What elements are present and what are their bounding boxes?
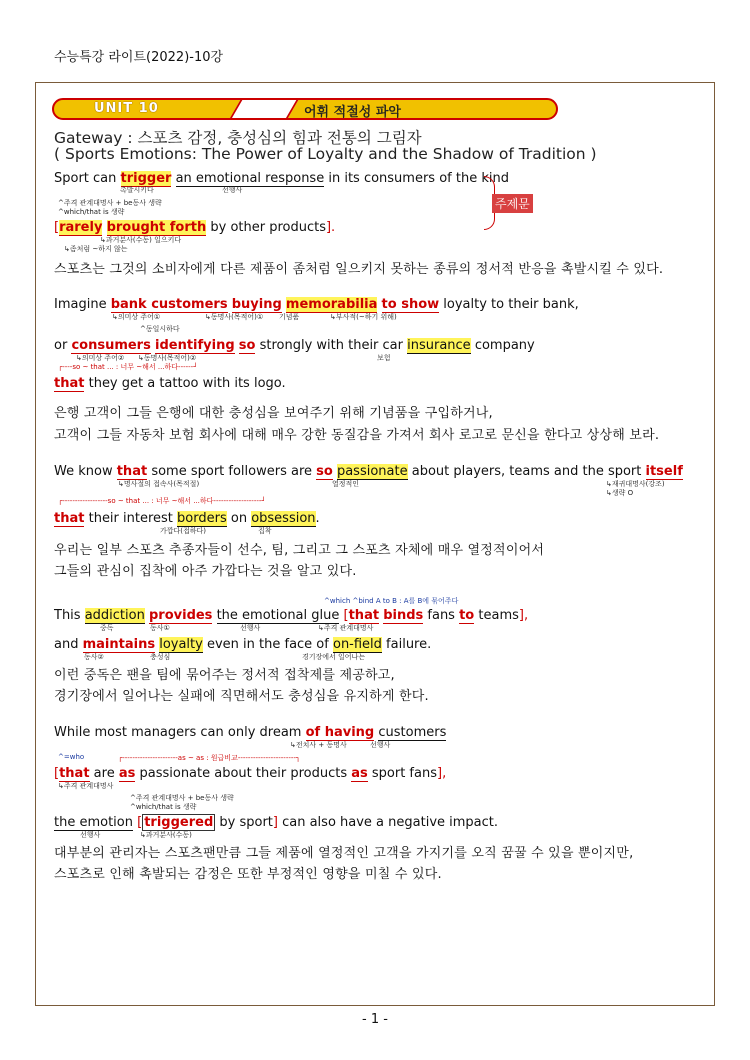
p2-line3 bbox=[54, 376, 286, 391]
note: 동사① bbox=[150, 624, 170, 632]
vocab-trigger: trigger bbox=[120, 171, 172, 186]
note: 중독 bbox=[100, 624, 114, 632]
reflexive-itself: itself bbox=[645, 464, 683, 479]
text: about players, teams and the sport bbox=[407, 464, 646, 479]
p5-line1 bbox=[54, 725, 446, 740]
p2-korean-2: 고객이 그들 자동차 보험 회사에 대해 매우 강한 동질감을 가져서 회사 로고로 문신을 한다고 상상해 보라. bbox=[54, 428, 660, 443]
prep-gerund: of having bbox=[305, 725, 375, 740]
as-word: as bbox=[118, 766, 136, 781]
text: sport fans bbox=[367, 766, 437, 781]
that-word: that bbox=[116, 464, 148, 479]
p1-korean: 스포츠는 그것의 소비자에게 다른 제품이 좀처럼 일으키지 못하는 종류의 정서적 반응을 촉발시킬 수 있다. bbox=[54, 262, 664, 277]
prep-to: to bbox=[459, 608, 475, 623]
page-number: - 1 - bbox=[362, 1012, 388, 1027]
text: or bbox=[54, 338, 72, 353]
text: failure. bbox=[381, 637, 432, 652]
note: ↳동명사(목적어)② bbox=[138, 354, 197, 362]
banner-separator bbox=[226, 98, 299, 120]
p5-line3 bbox=[54, 815, 498, 830]
text: Sport can bbox=[54, 171, 121, 186]
note: ↳부사적(~하기 위해) bbox=[330, 313, 397, 321]
relative-that: that bbox=[348, 608, 380, 623]
so-that-note: ┌----so ~ that ... : 너무 ~해서 ...하다------┘ bbox=[58, 363, 198, 371]
vocab-brought-forth: brought forth bbox=[106, 220, 207, 235]
note: 선행사 bbox=[240, 624, 261, 632]
text: While most managers can only dream bbox=[54, 725, 306, 740]
text: on bbox=[226, 511, 252, 526]
p2-korean-1: 은행 고객이 그들 은행에 대한 충성심을 보여주기 위해 기념품을 구입하거나, bbox=[54, 406, 493, 421]
note: ^which ^bind A to B : A를 B에 묶어주다 bbox=[324, 597, 459, 605]
text: they get a tattoo with its logo. bbox=[84, 376, 286, 391]
gateway-title: Gateway : 스포츠 감정, 충성심의 힘과 전통의 그림자 bbox=[54, 129, 422, 147]
topic-sentence-tag: 주제문 bbox=[492, 194, 533, 213]
note: 촉발시키다 bbox=[120, 186, 154, 194]
subject-2: consumers bbox=[71, 338, 151, 353]
so-that-note: ┌------------------so ~ that ... : 너무 ~해서 ...하다-------------------┘ bbox=[58, 497, 266, 505]
text: passionate about their products bbox=[135, 766, 352, 781]
unit-banner bbox=[52, 98, 558, 120]
to-infinitive: to show bbox=[381, 297, 440, 312]
bracket: [ bbox=[137, 815, 143, 830]
text: teams bbox=[474, 608, 519, 623]
p4-line2 bbox=[54, 637, 431, 652]
bracket: ], bbox=[518, 608, 529, 623]
bracket: [ bbox=[54, 766, 60, 781]
note: 가깝다(접하다) bbox=[160, 527, 207, 535]
gateway-subtitle: ( Sports Emotions: The Power of Loyalty and the Shadow of Tradition ) bbox=[54, 145, 597, 163]
participle-triggered: triggered bbox=[144, 815, 214, 830]
text: by other products bbox=[206, 220, 326, 235]
note: 충성심 bbox=[150, 653, 171, 661]
vocab-insurance: insurance bbox=[407, 338, 471, 353]
so-word: so bbox=[316, 464, 333, 479]
so-word: so bbox=[238, 338, 256, 353]
gerund-1: buying bbox=[231, 297, 282, 312]
note: ↳좀처럼 ~하지 않는 bbox=[64, 245, 128, 253]
p4-line1 bbox=[54, 608, 528, 623]
text: their interest bbox=[84, 511, 178, 526]
note: ^동일시하다 bbox=[140, 325, 180, 333]
verb-binds: binds bbox=[383, 608, 424, 623]
text: We know bbox=[54, 464, 117, 479]
text bbox=[171, 171, 175, 186]
verb-1: provides bbox=[148, 608, 213, 623]
subject-1: bank customers bbox=[110, 297, 228, 312]
note: 집착 bbox=[258, 527, 272, 535]
text: even in the face of bbox=[202, 637, 333, 652]
p5-korean-2: 스포츠로 인해 촉발되는 감정은 또한 부정적인 영향을 미칠 수 있다. bbox=[54, 867, 442, 882]
note: 경기장에서 일어나는 bbox=[302, 653, 366, 661]
p4-korean-2: 경기장에서 일어나는 실패에 직면해서도 충성심을 유지하게 한다. bbox=[54, 689, 429, 704]
text: in its consumers of the kind bbox=[324, 171, 509, 186]
vocab-on-field: on-field bbox=[332, 637, 382, 652]
note: ↳의미상 주어① bbox=[112, 313, 161, 321]
that-word: that bbox=[54, 376, 85, 391]
bracket: [ bbox=[343, 608, 349, 623]
vocab-passionate: passionate bbox=[336, 464, 408, 479]
note: ↳과거분사(수동) 일으키다 bbox=[100, 236, 182, 244]
relative-that: that bbox=[59, 766, 90, 781]
text: strongly with their car bbox=[255, 338, 408, 353]
antecedent: an emotional response bbox=[175, 171, 325, 186]
note: ↳과거분사(수동) bbox=[140, 831, 192, 839]
bracket: ], bbox=[437, 766, 447, 781]
text: by sport bbox=[215, 815, 273, 830]
p5-korean-1: 대부분의 관리자는 스포츠팬만큼 그들 제품에 열정적인 고객을 가지기를 오직 꿈꿀 수 있을 뿐이지만, bbox=[54, 846, 634, 861]
page-header: 수능특강 라이트(2022)-10강 bbox=[54, 50, 224, 65]
antecedent: the emotion bbox=[54, 815, 133, 830]
vocab-obsession: obsession bbox=[251, 511, 316, 526]
text: fans bbox=[423, 608, 460, 623]
text: can also have a negative impact. bbox=[277, 815, 499, 830]
vocab-addiction: addiction bbox=[84, 608, 145, 623]
text: This bbox=[54, 608, 85, 623]
vocab-rarely: rarely bbox=[59, 220, 103, 235]
text: company bbox=[470, 338, 535, 353]
text bbox=[377, 297, 381, 312]
topic-label: 어휘 적절성 파악 bbox=[304, 105, 401, 120]
p2-line2 bbox=[54, 338, 535, 353]
note: 선행사 bbox=[370, 741, 391, 749]
text bbox=[212, 608, 216, 623]
note: 기념품 bbox=[279, 313, 300, 321]
note: ↳재귀대명사(강조) bbox=[606, 480, 665, 488]
bracket: ] bbox=[272, 815, 278, 830]
note: ^주격 관계대명사 + be동사 생략 bbox=[130, 794, 234, 802]
note: ↳동명사(목적어)① bbox=[205, 313, 264, 321]
p3-line2 bbox=[54, 511, 320, 526]
p4-korean-1: 이런 중독은 팬을 팀에 묶어주는 정서적 접착제를 제공하고, bbox=[54, 668, 395, 683]
text: are bbox=[89, 766, 119, 781]
note: ↳주격 관계대명사 bbox=[318, 624, 374, 632]
text: and bbox=[54, 637, 83, 652]
text: Imagine bbox=[54, 297, 111, 312]
note: ^주격 관계대명사 + be동사 생략 bbox=[58, 199, 162, 207]
note: ^which/that is 생략 bbox=[58, 208, 125, 216]
note: 선행사 bbox=[222, 186, 243, 194]
note: 선행사 bbox=[80, 831, 101, 839]
vocab-memorabilia: memorabilia bbox=[285, 297, 378, 312]
note: ↳의미상 주어② bbox=[76, 354, 125, 362]
vocab-borders: borders bbox=[177, 511, 227, 526]
note: 보험 bbox=[377, 354, 391, 362]
p2-line1 bbox=[54, 297, 579, 312]
note: ↳전치사 + 동명사 bbox=[290, 741, 347, 749]
as-as-note: ┌----------------------as ~ as : 원급비교-----------------------┐ bbox=[118, 754, 301, 762]
p3-korean-1: 우리는 일부 스포츠 추종자들이 선수, 팀, 그리고 그 스포츠 자체에 매우 열정적이어서 bbox=[54, 543, 545, 558]
text: loyalty to their bank, bbox=[439, 297, 579, 312]
text: . bbox=[315, 511, 320, 526]
bracket: ]. bbox=[325, 220, 336, 235]
text: some sport followers are bbox=[147, 464, 317, 479]
note: 동사② bbox=[84, 653, 104, 661]
note: ^=who bbox=[58, 753, 85, 761]
note: ↳생략 O bbox=[606, 489, 634, 497]
vocab-loyalty: loyalty bbox=[159, 637, 203, 652]
text bbox=[102, 220, 106, 235]
p5-line2 bbox=[54, 766, 446, 781]
bracket: [ bbox=[54, 220, 60, 235]
p1-line2 bbox=[54, 220, 335, 235]
note: ↳주격 관계대명사 bbox=[58, 782, 114, 790]
note: 열정적인 bbox=[332, 480, 360, 488]
antecedent: customers bbox=[378, 725, 447, 740]
unit-label: UNIT 10 bbox=[94, 101, 159, 116]
antecedent: the emotional glue bbox=[216, 608, 340, 623]
gerund-2: identifying bbox=[154, 338, 235, 353]
p1-line1 bbox=[54, 171, 509, 186]
verb-2: maintains bbox=[82, 637, 156, 652]
that-word: that bbox=[54, 511, 85, 526]
note: ↳명사절의 접속사(목적절) bbox=[118, 480, 200, 488]
note: ^which/that is 생략 bbox=[130, 803, 197, 811]
p3-korean-2: 그들의 관심이 집착에 아주 가깝다는 것을 알고 있다. bbox=[54, 564, 357, 579]
p3-line1 bbox=[54, 464, 683, 479]
as-word: as bbox=[351, 766, 368, 781]
